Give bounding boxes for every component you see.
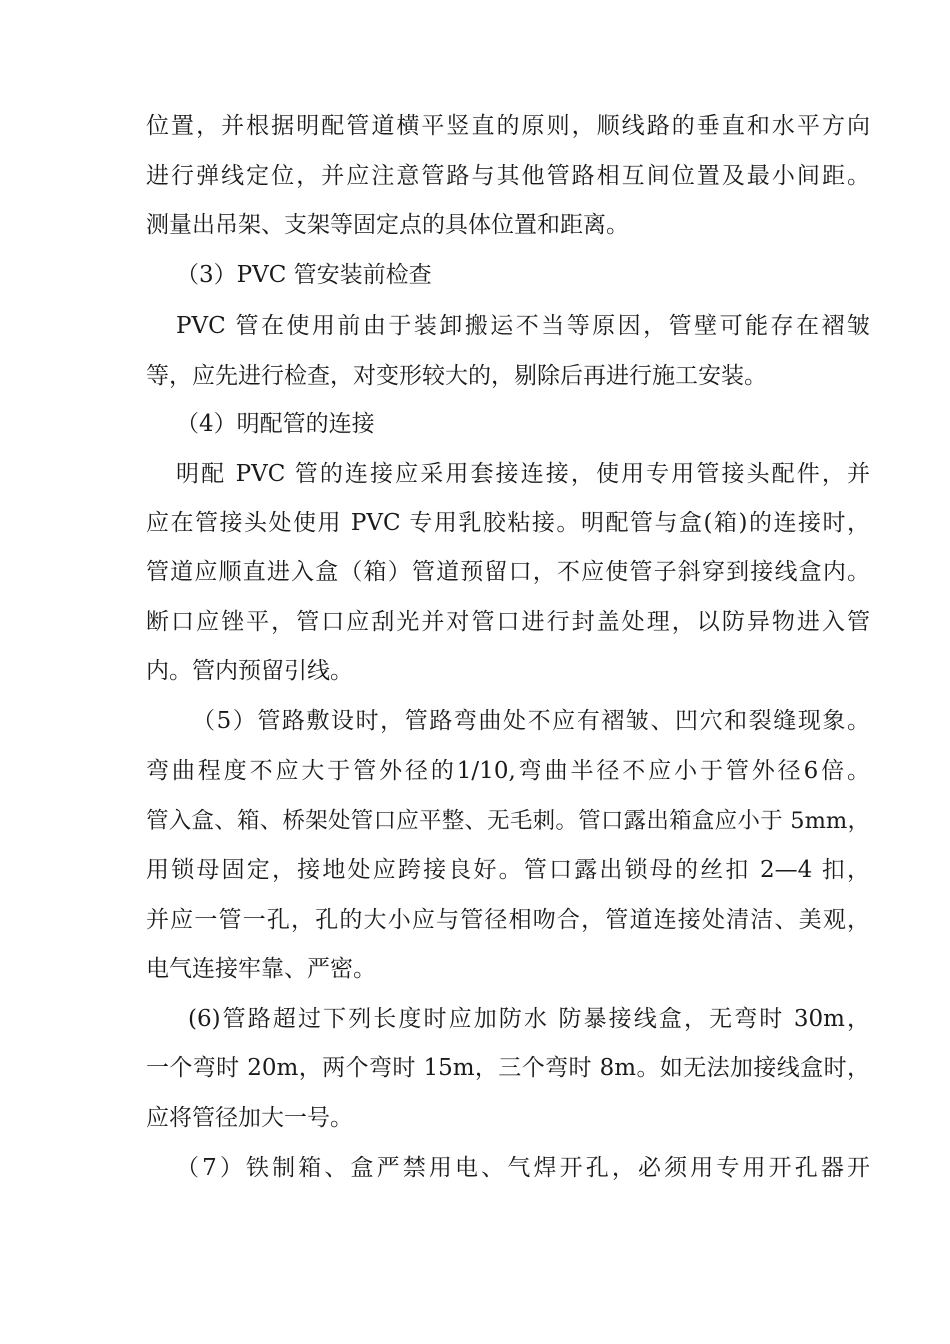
section-heading-4: （4）明配管的连接 [176, 411, 375, 437]
text-line: 用锁母固定，接地处应跨接良好。管口露出锁母的丝扣 2—4 扣， [146, 857, 870, 883]
text-line: PVC 管在使用前由于装卸搬运不当等原因，管壁可能存在褶皱 [176, 313, 870, 339]
text-line: 断口应锉平，管口应刮光并对管口进行封盖处理，以防异物进入管 [146, 609, 870, 635]
text-line: 明配 PVC 管的连接应采用套接连接，使用专用管接头配件，并 [176, 461, 870, 487]
text-line: 测量出吊架、支架等固定点的具体位置和距离。 [146, 212, 629, 238]
text-line: 内。管内预留引线。 [146, 658, 353, 684]
section-heading-3: （3）PVC 管安装前检查 [176, 262, 432, 288]
text-line: （7）铁制箱、盒严禁用电、气焊开孔，必须用专用开孔器开 [176, 1155, 870, 1181]
text-line: 电气连接牢靠、严密。 [146, 956, 376, 982]
text-line: 应在管接头处使用 PVC 专用乳胶粘接。明配管与盒(箱)的连接时， [146, 510, 870, 536]
text-line: 等，应先进行检查，对变形较大的，剔除后再进行施工安装。 [146, 363, 767, 389]
text-line: 一个弯时 20m，两个弯时 15m，三个弯时 8m。如无法加接线盒时， [146, 1055, 870, 1081]
text-line: 管道应顺直进入盒（箱）管道预留口，不应使管子斜穿到接线盒内。 [146, 559, 870, 585]
text-line: 弯曲程度不应大于管外径的1/10,弯曲半径不应小于管外径6倍。 [146, 758, 870, 784]
text-line: 应将管径加大一号。 [146, 1105, 353, 1131]
text-line: 管入盒、箱、桥架处管口应平整、无毛刺。管口露出箱盒应小于 5mm， [146, 808, 870, 834]
text-line: （5）管路敷设时，管路弯曲处不应有褶皱、凹穴和裂缝现象。 [192, 708, 870, 734]
text-line: (6)管路超过下列长度时应加防水 防暴接线盒，无弯时 30m， [188, 1006, 870, 1032]
text-line: 进行弹线定位，并应注意管路与其他管路相互间位置及最小间距。 [146, 163, 870, 189]
text-line: 并应一管一孔，孔的大小应与管径相吻合，管道连接处清洁、美观， [146, 907, 870, 933]
text-line: 位置，并根据明配管道横平竖直的原则，顺线路的垂直和水平方向 [146, 113, 870, 139]
